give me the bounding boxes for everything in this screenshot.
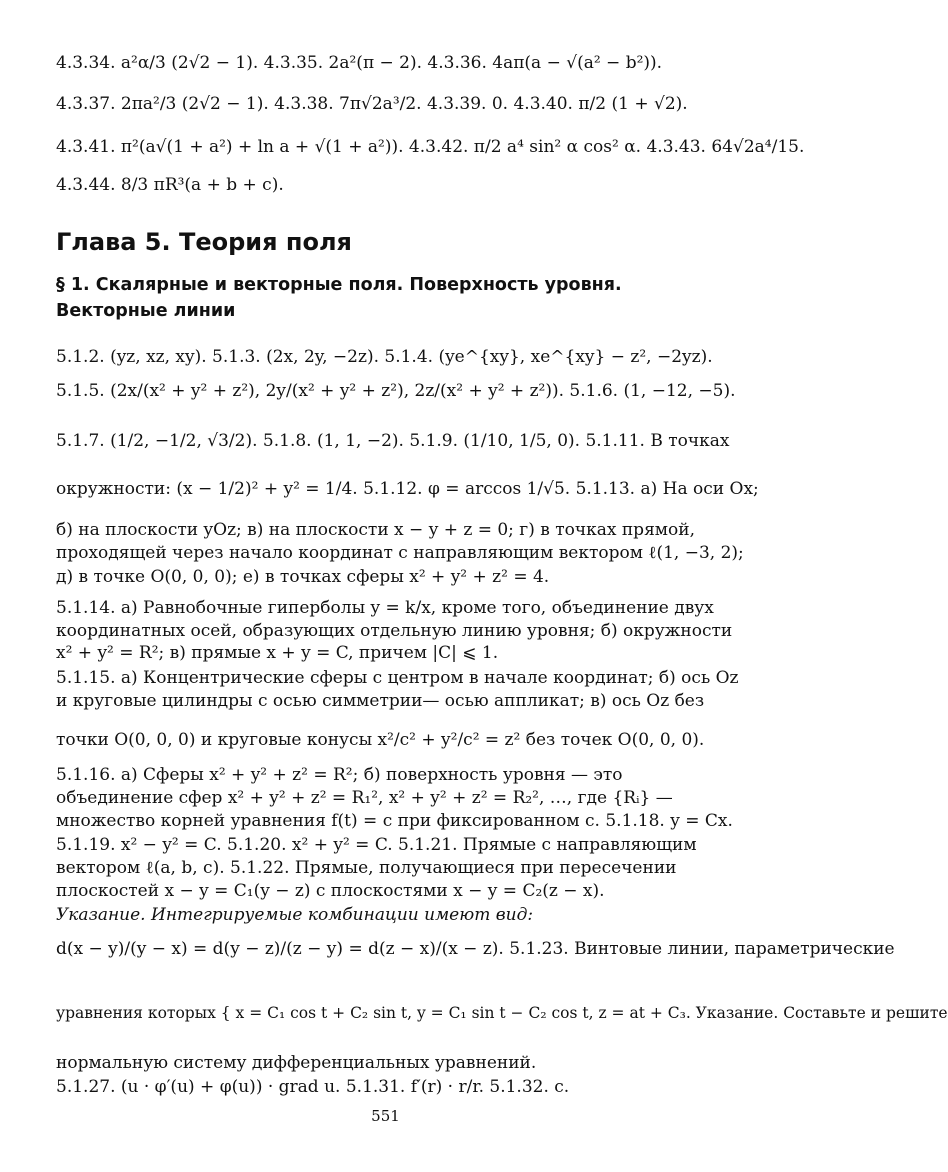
hint-line: Указание. Интегрируемые комбинации имеют вид: [56, 905, 534, 925]
answer-line: 4.3.44. 8/3 πR³(a + b + c). [56, 175, 284, 195]
answer-line: 4.3.41. π²(a√(1 + a²) + ln a + √(1 + a²)). 4.3.42. π/2 a⁴ sin² α cos² α. 4.3.43. 64√2a⁴/15. [56, 137, 805, 157]
answer-line: d(x − y)/(y − x) = d(y − z)/(z − y) = d(z − x)/(x − z). 5.1.23. Винтовые линии, параметрические [56, 939, 895, 959]
answer-line: объединение сфер x² + y² + z² = R₁², x² + y² + z² = R₂², …, где {Rᵢ} — [56, 788, 673, 808]
page-number: 551 [371, 1107, 400, 1125]
answer-line: точки O(0, 0, 0) и круговые конусы x²/c² + y²/c² = z² без точек O(0, 0, 0). [56, 730, 705, 750]
answer-line: 5.1.15. а) Концентрические сферы с центром в начале координат; б) ось Oz [56, 668, 739, 688]
answer-line: 5.1.7. (1/2, −1/2, √3/2). 5.1.8. (1, 1, −2). 5.1.9. (1/10, 1/5, 0). 5.1.11. В точках [56, 431, 730, 451]
answer-line: и круговые цилиндры с осью симметрии— осью аппликат; в) ось Oz без [56, 691, 705, 711]
answer-line: 5.1.19. x² − y² = C. 5.1.20. x² + y² = C. 5.1.21. Прямые с направляющим [56, 835, 697, 855]
answer-line: 4.3.37. 2πa²/3 (2√2 − 1). 4.3.38. 7π√2a³/2. 4.3.39. 0. 4.3.40. π/2 (1 + √2). [56, 94, 688, 114]
answer-line: 5.1.16. а) Сферы x² + y² + z² = R²; б) поверхность уровня — это [56, 765, 623, 785]
answer-line: проходящей через начало координат с направляющим вектором ℓ(1, −3, 2); [56, 543, 744, 563]
answer-line: 5.1.14. а) Равнобочные гиперболы y = k/x, кроме того, объединение двух [56, 598, 714, 618]
answer-line: координатных осей, образующих отдельную линию уровня; б) окружности [56, 621, 733, 641]
answer-line: уравнения которых { x = C₁ cos t + C₂ sin t, y = C₁ sin t − C₂ cos t, z = at + C₃. Указание. Составьте и решите [56, 1004, 948, 1022]
answer-line: 5.1.5. (2x/(x² + y² + z²), 2y/(x² + y² + z²), 2z/(x² + y² + z²)). 5.1.6. (1, −12, −5). [56, 381, 736, 401]
answer-line: 5.1.2. (yz, xz, xy). 5.1.3. (2x, 2y, −2z). 5.1.4. (ye^{xy}, xe^{xy} − z², −2yz). [56, 347, 713, 367]
section-title: § 1. Скалярные и векторные поля. Поверхность уровня. Векторные линии [56, 275, 622, 321]
answer-line: плоскостей x − y = C₁(y − z) с плоскостями x − y = C₂(z − x). [56, 881, 605, 901]
answer-line: 5.1.27. (u · φ′(u) + φ(u)) · grad u. 5.1.31. f′(r) · r/r. 5.1.32. c. [56, 1077, 570, 1097]
chapter-title: Глава 5. Теория поля [56, 228, 352, 256]
answer-line: д) в точке O(0, 0, 0); е) в точках сферы x² + y² + z² = 4. [56, 567, 550, 587]
answer-line: нормальную систему дифференциальных уравнений. [56, 1053, 537, 1073]
answer-line: вектором ℓ(a, b, c). 5.1.22. Прямые, получающиеся при пересечении [56, 858, 677, 878]
answer-line: окружности: (x − 1/2)² + y² = 1/4. 5.1.12. φ = arccos 1/√5. 5.1.13. а) На оси Ox; [56, 479, 759, 499]
answer-line: множество корней уравнения f(t) = c при фиксированном c. 5.1.18. y = Cx. [56, 811, 733, 831]
answer-line: x² + y² = R²; в) прямые x + y = C, причем |C| ⩽ 1. [56, 643, 499, 663]
answer-line: 4.3.34. a²α/3 (2√2 − 1). 4.3.35. 2a²(π − 2). 4.3.36. 4aπ(a − √(a² − b²)). [56, 53, 663, 73]
answer-line: б) на плоскости yOz; в) на плоскости x − y + z = 0; г) в точках прямой, [56, 520, 695, 540]
